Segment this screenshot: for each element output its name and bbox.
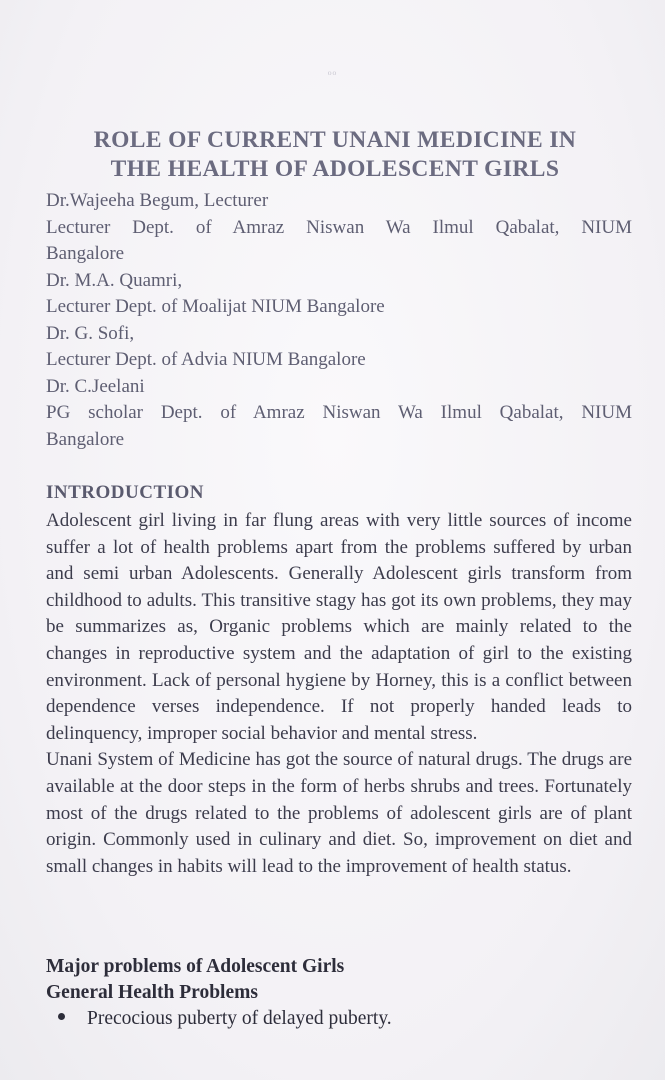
paragraph-2: Unani System of Medicine has got the source of natural drugs. The drugs are available at the door steps in the form of herbs shrubs and trees. Fortunately most of the drugs related to the problems of adolescent girls are of plant origin. Commonly used in culinary and diet. So, improvement on diet and small changes in habits will lead to the improvement of health status.	[46, 749, 632, 877]
major-problems-heading: Major problems of Adolescent Girls	[46, 956, 345, 977]
general-health-heading: General Health Problems	[46, 982, 258, 1003]
bullet-dot-icon	[58, 1013, 65, 1020]
introduction-heading: INTRODUCTION	[46, 482, 205, 503]
author-line: Bangalore	[46, 243, 125, 264]
author-line: Dr. G. Sofi,	[46, 322, 135, 344]
paragraph-1: Adolescent girl living in far flung areas with very little sources of income suffer a lot of health problems apart from the problems suffered by urban and semi urban Adolescents. Generally Adolescent girls transform from childhood to adults. This transitive stagy has got its own problems, they may be summarizes as, Organic problems which are mainly related to the changes in reproductive system and the adaptation of girl to the existing environment. Lack of personal hygiene by Horney, this is a conflict between dependence verses independence. If not properly handed leads to delinquency, improper social behavior and mental stress.	[46, 510, 632, 744]
author-line: Dr. C.Jeelani	[46, 375, 145, 397]
author-line: Lecturer Dept. of Moalijat NIUM Bangalore	[46, 296, 385, 317]
author-line: PG scholar Dept. of Amraz Niswan Wa Ilmul Qabalat, NIUM	[46, 402, 632, 423]
author-line: Dr.Wajeeha Begum, Lecturer	[46, 190, 269, 211]
page-number: ₒₒ	[327, 62, 338, 77]
author-line: Dr. M.A. Quamri,	[46, 269, 183, 291]
author-line: Lecturer Dept. of Amraz Niswan Wa Ilmul Qabalat, NIUM	[46, 216, 632, 238]
bullet-text: Precocious puberty of delayed puberty.	[87, 1008, 392, 1029]
author-line: Lecturer Dept. of Advia NIUM Bangalore	[46, 349, 366, 370]
author-line: Bangalore	[46, 428, 125, 450]
title-line-1: ROLE OF CURRENT UNANI MEDICINE IN	[93, 127, 577, 153]
article-title	[40, 126, 630, 184]
bullet-item	[46, 1008, 392, 1030]
introduction-body	[46, 508, 632, 880]
author-block	[46, 188, 632, 453]
title-line-2: THE HEALTH OF ADOLESCENT GIRLS	[110, 156, 560, 182]
